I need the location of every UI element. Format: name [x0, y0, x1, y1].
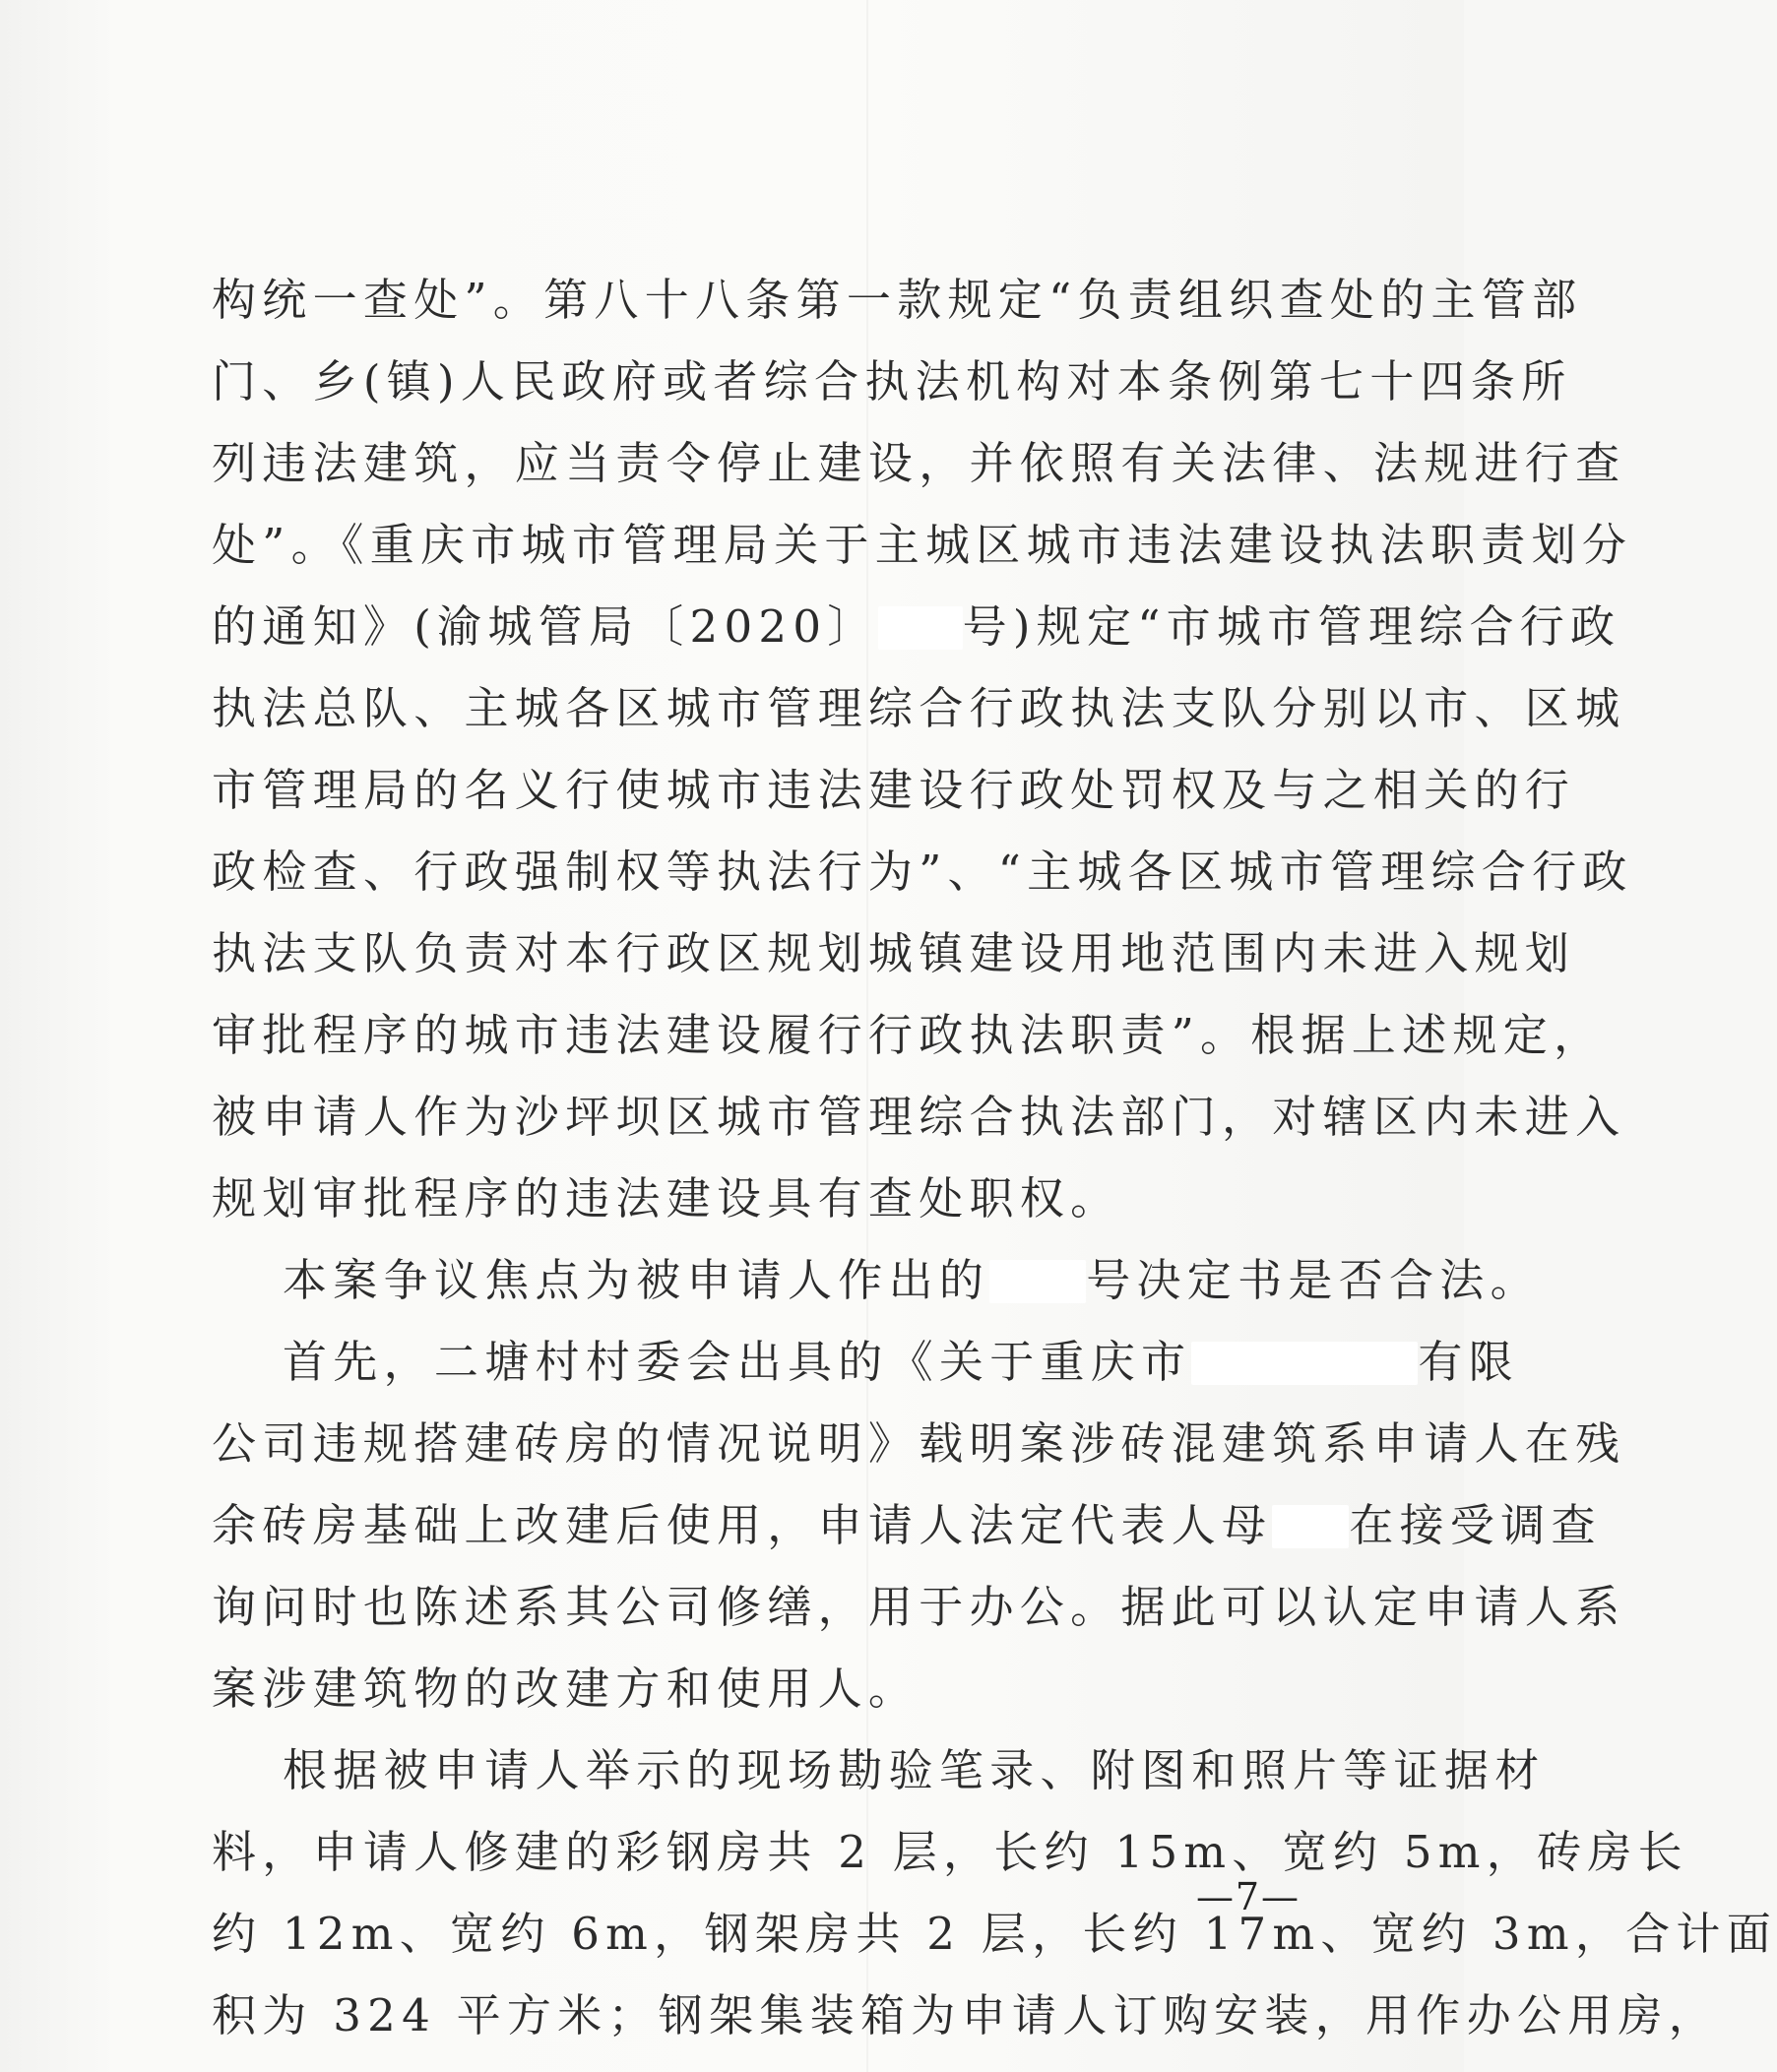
- text-line-4: 处”。《重庆市城市管理局关于主城区城市违法建设执法职责划分: [212, 519, 1633, 571]
- text-line-12: 规划审批程序的违法建设具有查处职权。: [212, 1172, 1121, 1224]
- text-segment: 本案争议焦点为被申请人作出的: [283, 1254, 990, 1306]
- text-line-11: 被申请人作为沙坪坝区城市管理综合执法部门，对辖区内未进入: [212, 1091, 1626, 1143]
- redaction-block: [989, 1260, 1086, 1303]
- text-line-13: [283, 1251, 1541, 1310]
- text-line-14: [283, 1333, 1520, 1392]
- text-segment: 号)规定“市城市管理综合行政: [962, 600, 1621, 653]
- text-segment: 号决定书是否合法。: [1086, 1254, 1541, 1306]
- text-line-15: 公司违规搭建砖房的情况说明》载明案涉砖混建筑系申请人在残: [212, 1417, 1626, 1470]
- text-line-20: 料，申请人修建的彩钢房共 2 层，长约 15m、宽约 5m，砖房长: [212, 1826, 1688, 1878]
- text-segment: 余砖房基础上改建后使用，申请人法定代表人母: [212, 1499, 1273, 1551]
- redaction-block: [1272, 1505, 1349, 1548]
- text-line-2: 门、乡(镇)人民政府或者综合执法机构对本条例第七十四条所: [212, 355, 1572, 408]
- text-line-17: 询问时也陈述系其公司修缮，用于办公。据此可以认定申请人系: [212, 1581, 1626, 1633]
- page-number: —7—: [1196, 1875, 1301, 1918]
- text-line-3: 列违法建筑，应当责令停止建设，并依照有关法律、法规进行查: [212, 437, 1626, 489]
- text-line-21: 约 12m、宽约 6m，钢架房共 2 层，长约 17m、宽约 3m，合计面: [212, 1908, 1777, 1960]
- text-line-22: 积为 324 平方米；钢架集装箱为申请人订购安装，用作办公用房，: [212, 1989, 1720, 2041]
- text-segment: 首先，二塘村村委会出具的《关于重庆市: [283, 1336, 1192, 1388]
- redaction-block: [1191, 1342, 1418, 1385]
- text-line-18: 案涉建筑物的改建方和使用人。: [212, 1663, 920, 1715]
- text-line-9: 执法支队负责对本行政区规划城镇建设用地范围内未进入规划: [212, 927, 1576, 979]
- text-line-8: 政检查、行政强制权等执法行为”、“主城各区城市管理综合行政: [212, 846, 1633, 898]
- text-segment: 在接受调查: [1349, 1499, 1602, 1551]
- text-line-16: [212, 1496, 1602, 1555]
- text-segment: 有限: [1418, 1336, 1520, 1388]
- text-line-1: 构统一查处”。第八十八条第一款规定“负责组织查处的主管部: [212, 274, 1583, 326]
- text-segment: 的通知》(渝城管局〔2020〕: [212, 600, 878, 653]
- text-line-5: [212, 597, 1621, 657]
- redaction-block: [878, 606, 963, 650]
- text-line-10: 审批程序的城市违法建设履行行政执法职责”。根据上述规定，: [212, 1009, 1605, 1061]
- text-line-19: 根据被申请人举示的现场勘验笔录、附图和照片等证据材: [283, 1744, 1546, 1796]
- text-line-6: 执法总队、主城各区城市管理综合行政执法支队分别以市、区城: [212, 682, 1626, 734]
- text-line-7: 市管理局的名义行使城市违法建设行政处罚权及与之相关的行: [212, 764, 1576, 816]
